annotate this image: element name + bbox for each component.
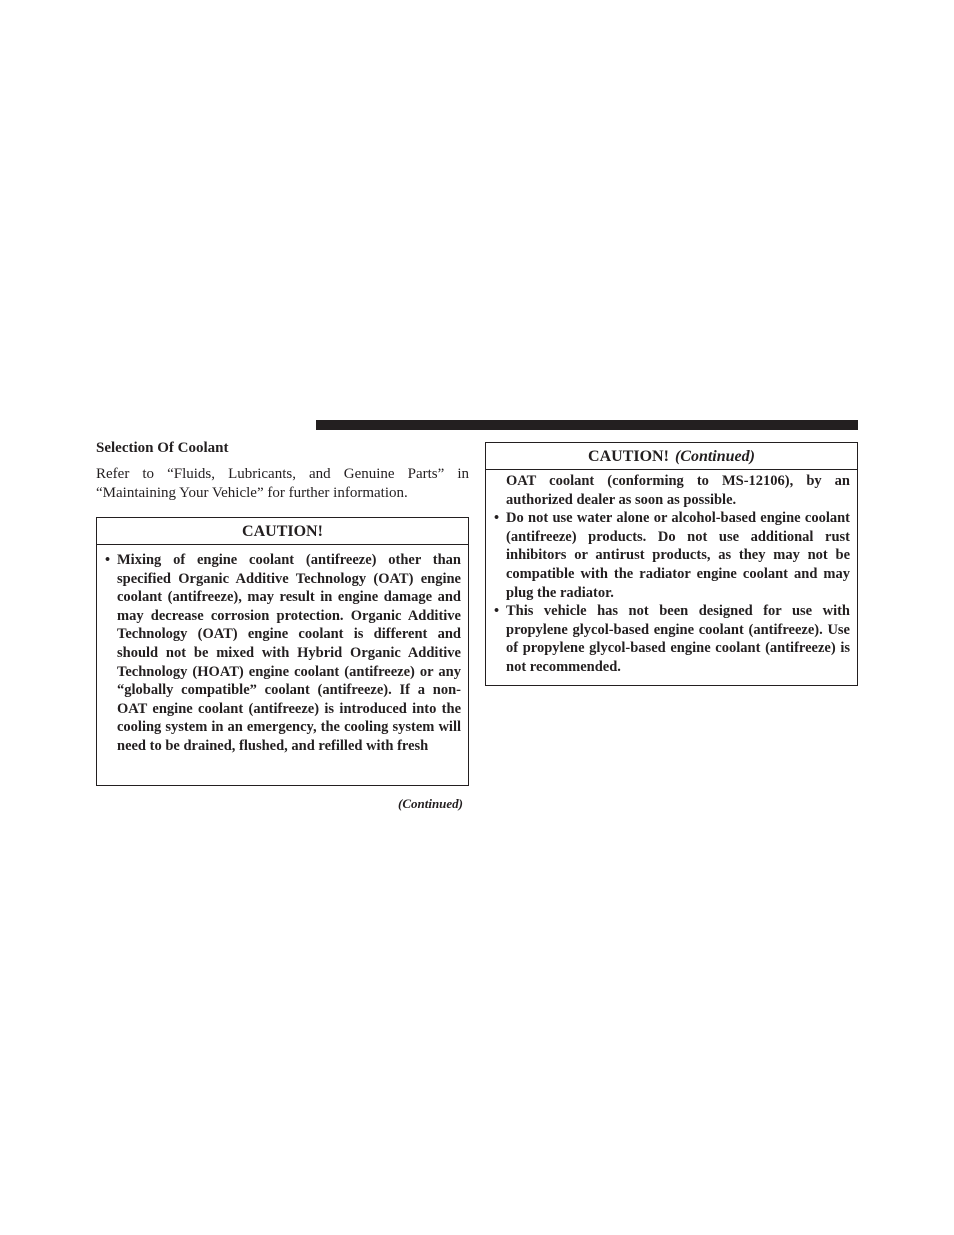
intro-paragraph: Refer to “Fluids, Lubricants, and Genuine Parts” in “Maintaining Your Vehicle” for further information.: [96, 466, 469, 501]
caution-body-right: [486, 470, 857, 677]
bullet-icon: •: [105, 552, 111, 568]
continued-label: (Continued): [397, 796, 463, 811]
caution-body-left: [97, 545, 468, 756]
caution-bullet: [494, 509, 850, 602]
section-heading: Selection Of Coolant: [96, 440, 229, 456]
caution-header-right: [486, 443, 857, 470]
caution-header-left: [97, 518, 468, 545]
caution-box-left: [96, 517, 469, 786]
caution-bullet-text: This vehicle has not been designed for use with propylene glycol-based engine coolant (antifreeze). Use of propylene glycol-based engine coolant (antifreeze) is not recommended.: [506, 603, 850, 675]
caution-bullet: [105, 551, 461, 756]
caution-bullet-text: Do not use water alone or alcohol-based engine coolant (antifreeze) products. Do not use additional rust inhibitors or antirust products, as they may not be compatible with the radiator engine coolant and may plug the radiator.: [506, 510, 850, 601]
caution-box-right: [485, 442, 858, 686]
caution-title-suffix: (Continued): [674, 448, 755, 465]
caution-bullet-text: Mixing of engine coolant (antifreeze) other than specified Organic Additive Technology (OAT) engine coolant (antifreeze), may result in engine damage and may decrease corrosion protection. Organic Additive Technology (OAT) engine coolant is different and should not be mixed with Hybrid Organic Additive Technology (HOAT) engine coolant (antifreeze) or any “globally compatible” coolant (antifreeze). If a non-OAT engine coolant (antifreeze) is introduced into the cooling system in an emergency, the cooling system will need to be drained, flushed, and refilled with fresh: [117, 552, 461, 754]
caution-title: CAUTION!: [242, 523, 323, 540]
caution-bullet: [494, 602, 850, 676]
caution-title: CAUTION!: [588, 448, 669, 465]
caution-continuation-text: OAT coolant (conforming to MS-12106), by an authorized dealer as soon as possible.: [506, 473, 850, 508]
header-rule: [316, 420, 858, 430]
bullet-icon: •: [494, 603, 500, 620]
bullet-icon: •: [494, 510, 500, 527]
